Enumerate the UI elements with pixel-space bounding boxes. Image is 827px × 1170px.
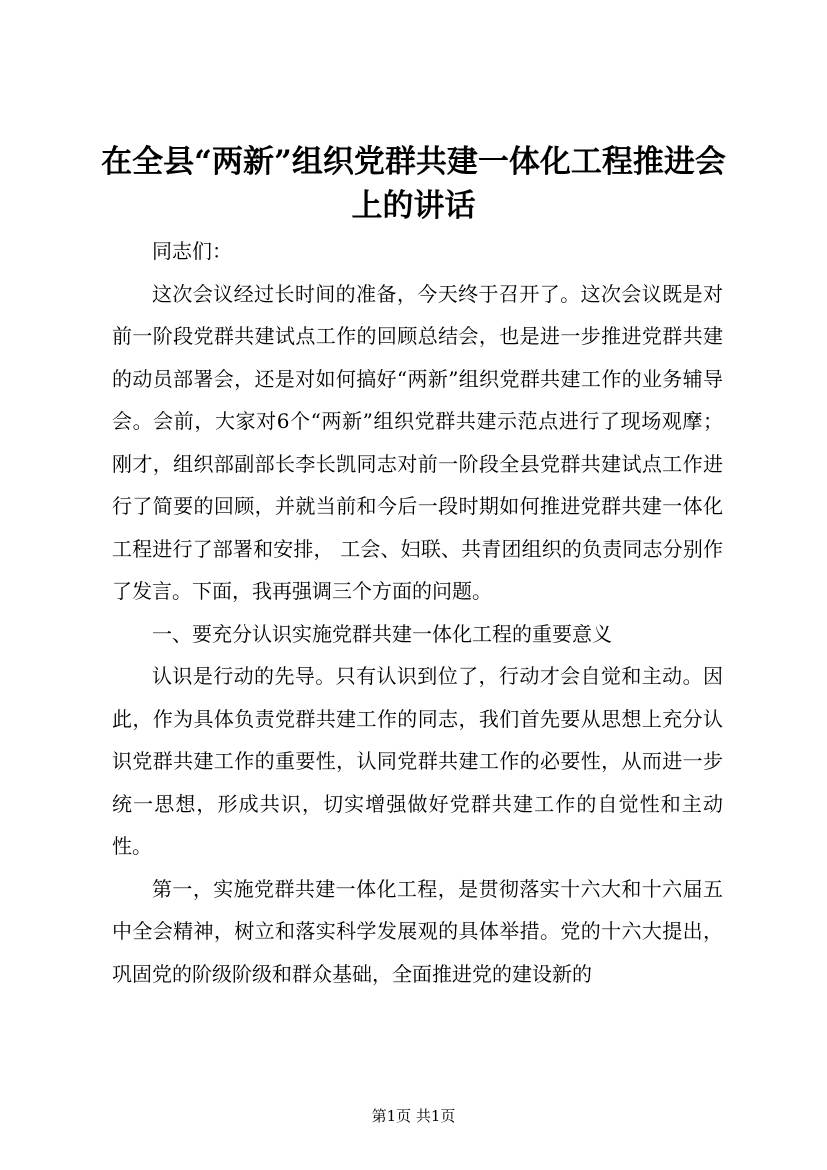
body-paragraph: 认识是行动的先导。只有认识到位了，行动才会自觉和主动。因此，作为具体负责党群共建工作的同志，我们首先要从思想上充分认识党群共建工作的重要性，认同党群共建工作的必要性，从而进一步统一思想，形成共识，切实增强做好党群共建工作的自觉性和主动性。 <box>112 664 723 858</box>
document-title: 在全县“两新”组织党群共建一体化工程推进会上的讲话 <box>101 144 726 224</box>
body-paragraph: 第一，实施党群共建一体化工程，是贯彻落实十六大和十六届五中全会精神，树立和落实科学发展观的具体举措。党的十六大提出，巩固党的阶级阶级和群众基础，全面推进党的建设新的 <box>112 876 723 986</box>
page-footer: 第1页 共1页 <box>371 1107 456 1125</box>
body-paragraph: 这次会议经过长时间的准备，今天终于召开了。这次会议既是对前一阶段党群共建试点工作的回顾总结会，也是进一步推进党群共建的动员部署会，还是对如何搞好“两新”组织党群共建工作的业务辅导会。会前，大家对6个“两新”组织党群共建示范点进行了现场观摩；刚才，组织部副部长李长凯同志对前一阶段全县党群共建试点工作进行了简要的回顾，并就当前和今后一段时期如何推进党群共建一体化工程进行了部署和安排， 工会、妇联、共青团组织的负责同志分别作了发言。下面，我再强调三个方面的问题。 <box>112 281 723 603</box>
document-body <box>112 230 723 995</box>
section-heading: 一、要充分认识实施党群共建一体化工程的重要意义 <box>152 621 612 646</box>
greeting-paragraph: 同志们： <box>152 239 232 263</box>
